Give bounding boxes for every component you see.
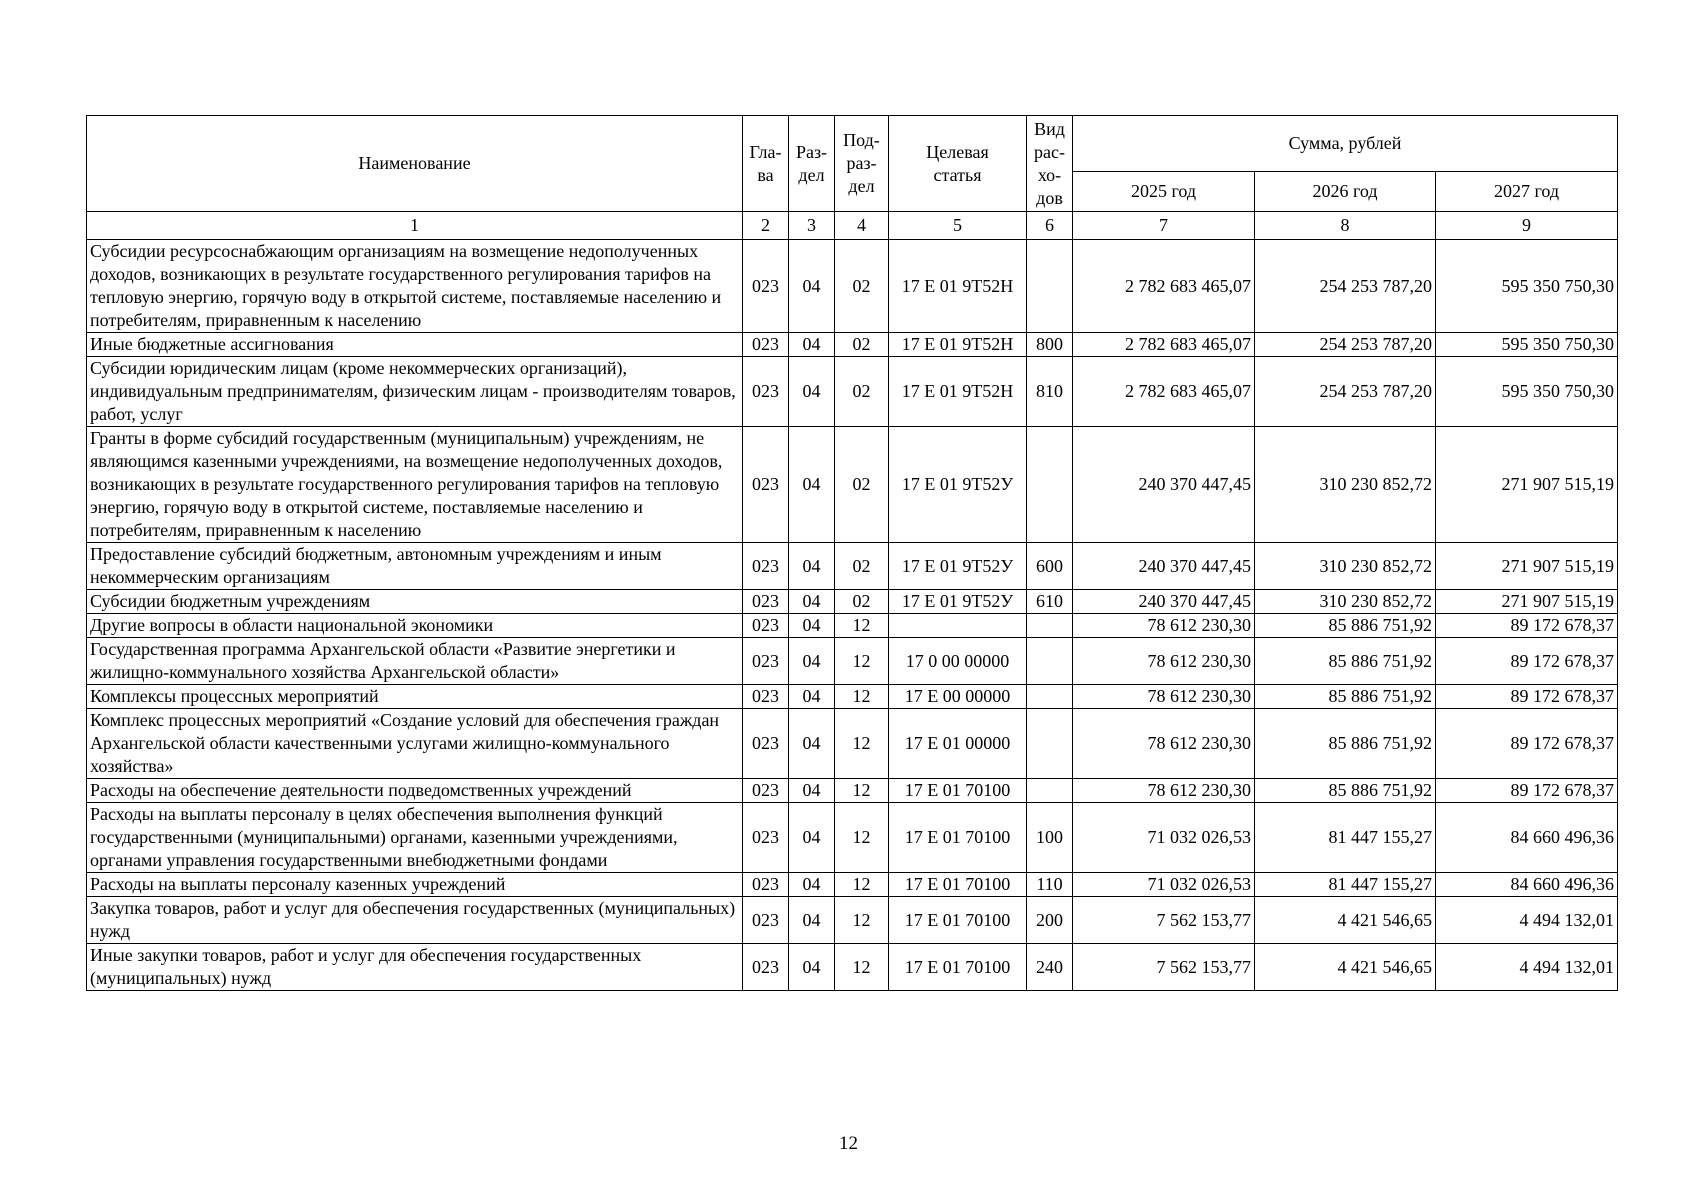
- row-target-article: 17 Е 01 70100: [889, 873, 1027, 897]
- row-amount-2026: 310 230 852,72: [1255, 543, 1436, 590]
- row-amount-2025: 240 370 447,45: [1073, 590, 1255, 614]
- row-amount-2027: 84 660 496,36: [1436, 803, 1618, 873]
- row-amount-2025: 2 782 683 465,07: [1073, 333, 1255, 357]
- row-glava: 023: [743, 614, 789, 638]
- row-glava: 023: [743, 357, 789, 427]
- header-glava: Гла- ва: [743, 116, 789, 212]
- table-body: [87, 240, 1618, 991]
- row-glava: 023: [743, 638, 789, 685]
- row-name: Субсидии ресурсоснабжающим организациям на возмещение недополученных доходов, возникающих в результате государственного регулирования тарифов на тепловую энергию, горячую воду в открытой системе, поставляемые населению и потребителям, приравненным к населению: [87, 240, 743, 333]
- table-row: [87, 357, 1618, 427]
- row-podrazdel: 02: [835, 590, 889, 614]
- row-amount-2025: 78 612 230,30: [1073, 614, 1255, 638]
- header-summa: Сумма, рублей: [1073, 116, 1618, 172]
- row-amount-2025: 7 562 153,77: [1073, 897, 1255, 944]
- column-number: 6: [1027, 212, 1073, 240]
- row-target-article: 17 Е 01 9Т52У: [889, 590, 1027, 614]
- column-number: 3: [789, 212, 835, 240]
- row-expense-type: 240: [1027, 944, 1073, 991]
- header-vid: Вид рас- хо- дов: [1027, 116, 1073, 212]
- row-amount-2026: 254 253 787,20: [1255, 240, 1436, 333]
- column-numbers-row: [87, 212, 1618, 240]
- table-row: [87, 333, 1618, 357]
- row-glava: 023: [743, 803, 789, 873]
- row-amount-2027: 595 350 750,30: [1436, 240, 1618, 333]
- row-glava: 023: [743, 240, 789, 333]
- row-target-article: 17 Е 01 9Т52У: [889, 543, 1027, 590]
- row-podrazdel: 02: [835, 333, 889, 357]
- row-name: Субсидии юридическим лицам (кроме некоммерческих организаций), индивидуальным предпринимателям, физическим лицам - производителям товаров, работ, услуг: [87, 357, 743, 427]
- row-amount-2025: 240 370 447,45: [1073, 427, 1255, 543]
- table-row: [87, 803, 1618, 873]
- header-razdel: Раз- дел: [789, 116, 835, 212]
- row-amount-2026: 254 253 787,20: [1255, 333, 1436, 357]
- row-razdel: 04: [789, 333, 835, 357]
- row-amount-2026: 81 447 155,27: [1255, 873, 1436, 897]
- row-target-article: 17 Е 01 9Т52Н: [889, 240, 1027, 333]
- row-target-article: 17 Е 00 00000: [889, 685, 1027, 709]
- row-amount-2027: 89 172 678,37: [1436, 638, 1618, 685]
- column-number: 7: [1073, 212, 1255, 240]
- row-podrazdel: 02: [835, 427, 889, 543]
- row-name: Комплекс процессных мероприятий «Создание условий для обеспечения граждан Архангельской области качественными услугами жилищно-коммунального хозяйства»: [87, 709, 743, 779]
- row-podrazdel: 12: [835, 779, 889, 803]
- row-podrazdel: 12: [835, 638, 889, 685]
- column-number: 4: [835, 212, 889, 240]
- row-expense-type: [1027, 614, 1073, 638]
- row-razdel: 04: [789, 897, 835, 944]
- row-podrazdel: 12: [835, 614, 889, 638]
- row-amount-2026: 4 421 546,65: [1255, 944, 1436, 991]
- row-podrazdel: 12: [835, 944, 889, 991]
- column-number: 5: [889, 212, 1027, 240]
- row-glava: 023: [743, 685, 789, 709]
- table-row: [87, 873, 1618, 897]
- row-target-article: 17 Е 01 9Т52У: [889, 427, 1027, 543]
- row-amount-2027: 595 350 750,30: [1436, 333, 1618, 357]
- row-glava: 023: [743, 709, 789, 779]
- row-target-article: 17 Е 01 70100: [889, 779, 1027, 803]
- row-podrazdel: 12: [835, 803, 889, 873]
- row-amount-2025: 78 612 230,30: [1073, 779, 1255, 803]
- row-name: Гранты в форме субсидий государственным (муниципальным) учреждениям, не являющимся казенными учреждениями, на возмещение недополученных доходов, возникающих в результате государственного регулирования тарифов на тепловую энергию, горячую воду в открытой системе, поставляемые населению и потребителям, приравненным к населению: [87, 427, 743, 543]
- header-podrazdel: Под- раз- дел: [835, 116, 889, 212]
- row-amount-2026: 85 886 751,92: [1255, 779, 1436, 803]
- row-target-article: 17 Е 01 00000: [889, 709, 1027, 779]
- row-razdel: 04: [789, 944, 835, 991]
- row-name: Предоставление субсидий бюджетным, автономным учреждениям и иным некоммерческим организациям: [87, 543, 743, 590]
- row-podrazdel: 02: [835, 543, 889, 590]
- table-row: [87, 709, 1618, 779]
- row-expense-type: [1027, 240, 1073, 333]
- row-amount-2026: 85 886 751,92: [1255, 709, 1436, 779]
- row-amount-2025: 7 562 153,77: [1073, 944, 1255, 991]
- row-name: Другие вопросы в области национальной экономики: [87, 614, 743, 638]
- table-row: [87, 240, 1618, 333]
- row-amount-2027: 4 494 132,01: [1436, 944, 1618, 991]
- header-celevaya: Целевая статья: [889, 116, 1027, 212]
- row-amount-2027: 89 172 678,37: [1436, 709, 1618, 779]
- row-amount-2027: 84 660 496,36: [1436, 873, 1618, 897]
- row-amount-2027: 4 494 132,01: [1436, 897, 1618, 944]
- row-podrazdel: 12: [835, 709, 889, 779]
- row-amount-2027: 271 907 515,19: [1436, 590, 1618, 614]
- row-razdel: 04: [789, 873, 835, 897]
- row-amount-2026: 310 230 852,72: [1255, 427, 1436, 543]
- header-year-2025: 2025 год: [1073, 172, 1255, 212]
- table-row: [87, 685, 1618, 709]
- column-number: 8: [1255, 212, 1436, 240]
- row-razdel: 04: [789, 779, 835, 803]
- column-number: 9: [1436, 212, 1618, 240]
- row-name: Расходы на выплаты персоналу в целях обеспечения выполнения функций государственными (муниципальными) органами, казенными учреждениями, органами управления государственными внебюджетными фондами: [87, 803, 743, 873]
- row-name: Комплексы процессных мероприятий: [87, 685, 743, 709]
- row-razdel: 04: [789, 803, 835, 873]
- row-expense-type: 110: [1027, 873, 1073, 897]
- row-amount-2027: 89 172 678,37: [1436, 779, 1618, 803]
- table-row: [87, 590, 1618, 614]
- row-name: Иные закупки товаров, работ и услуг для обеспечения государственных (муниципальных) нужд: [87, 944, 743, 991]
- row-podrazdel: 02: [835, 240, 889, 333]
- row-amount-2025: 78 612 230,30: [1073, 638, 1255, 685]
- budget-table: [86, 115, 1618, 991]
- header-year-2027: 2027 год: [1436, 172, 1618, 212]
- row-expense-type: [1027, 709, 1073, 779]
- row-amount-2025: 240 370 447,45: [1073, 543, 1255, 590]
- row-razdel: 04: [789, 240, 835, 333]
- row-amount-2025: 78 612 230,30: [1073, 709, 1255, 779]
- row-target-article: 17 Е 01 70100: [889, 944, 1027, 991]
- row-expense-type: [1027, 638, 1073, 685]
- row-amount-2026: 254 253 787,20: [1255, 357, 1436, 427]
- row-razdel: 04: [789, 427, 835, 543]
- table-row: [87, 779, 1618, 803]
- row-amount-2026: 4 421 546,65: [1255, 897, 1436, 944]
- row-expense-type: 100: [1027, 803, 1073, 873]
- row-podrazdel: 12: [835, 873, 889, 897]
- row-razdel: 04: [789, 543, 835, 590]
- row-amount-2026: 85 886 751,92: [1255, 638, 1436, 685]
- table-row: [87, 614, 1618, 638]
- row-amount-2027: 89 172 678,37: [1436, 614, 1618, 638]
- row-amount-2027: 89 172 678,37: [1436, 685, 1618, 709]
- row-razdel: 04: [789, 709, 835, 779]
- row-glava: 023: [743, 897, 789, 944]
- row-expense-type: 200: [1027, 897, 1073, 944]
- row-target-article: 17 Е 01 9Т52Н: [889, 333, 1027, 357]
- table-row: [87, 944, 1618, 991]
- table-row: [87, 638, 1618, 685]
- row-glava: 023: [743, 944, 789, 991]
- row-glava: 023: [743, 333, 789, 357]
- row-target-article: 17 0 00 00000: [889, 638, 1027, 685]
- row-name: Государственная программа Архангельской области «Развитие энергетики и жилищно-коммунального хозяйства Архангельской области»: [87, 638, 743, 685]
- row-amount-2026: 310 230 852,72: [1255, 590, 1436, 614]
- row-glava: 023: [743, 873, 789, 897]
- row-razdel: 04: [789, 638, 835, 685]
- row-expense-type: 610: [1027, 590, 1073, 614]
- row-razdel: 04: [789, 357, 835, 427]
- row-glava: 023: [743, 779, 789, 803]
- row-amount-2027: 595 350 750,30: [1436, 357, 1618, 427]
- row-glava: 023: [743, 590, 789, 614]
- column-number: 1: [87, 212, 743, 240]
- row-glava: 023: [743, 427, 789, 543]
- table-row: [87, 897, 1618, 944]
- row-expense-type: 810: [1027, 357, 1073, 427]
- row-razdel: 04: [789, 685, 835, 709]
- row-podrazdel: 02: [835, 357, 889, 427]
- row-target-article: [889, 614, 1027, 638]
- row-expense-type: 800: [1027, 333, 1073, 357]
- row-expense-type: [1027, 685, 1073, 709]
- row-amount-2025: 2 782 683 465,07: [1073, 240, 1255, 333]
- row-podrazdel: 12: [835, 685, 889, 709]
- row-name: Закупка товаров, работ и услуг для обеспечения государственных (муниципальных) нужд: [87, 897, 743, 944]
- row-name: Субсидии бюджетным учреждениям: [87, 590, 743, 614]
- table-row: [87, 543, 1618, 590]
- row-amount-2027: 271 907 515,19: [1436, 427, 1618, 543]
- header-name: Наименование: [87, 116, 743, 212]
- row-amount-2026: 81 447 155,27: [1255, 803, 1436, 873]
- row-amount-2025: 2 782 683 465,07: [1073, 357, 1255, 427]
- row-amount-2027: 271 907 515,19: [1436, 543, 1618, 590]
- column-number: 2: [743, 212, 789, 240]
- header-year-2026: 2026 год: [1255, 172, 1436, 212]
- row-expense-type: 600: [1027, 543, 1073, 590]
- row-target-article: 17 Е 01 9Т52Н: [889, 357, 1027, 427]
- row-razdel: 04: [789, 590, 835, 614]
- row-expense-type: [1027, 427, 1073, 543]
- row-target-article: 17 Е 01 70100: [889, 803, 1027, 873]
- row-glava: 023: [743, 543, 789, 590]
- row-name: Иные бюджетные ассигнования: [87, 333, 743, 357]
- page-number: 12: [839, 1133, 858, 1154]
- row-amount-2025: 78 612 230,30: [1073, 685, 1255, 709]
- row-podrazdel: 12: [835, 897, 889, 944]
- row-amount-2025: 71 032 026,53: [1073, 873, 1255, 897]
- row-expense-type: [1027, 779, 1073, 803]
- row-name: Расходы на обеспечение деятельности подведомственных учреждений: [87, 779, 743, 803]
- row-amount-2026: 85 886 751,92: [1255, 614, 1436, 638]
- row-razdel: 04: [789, 614, 835, 638]
- row-name: Расходы на выплаты персоналу казенных учреждений: [87, 873, 743, 897]
- table-row: [87, 427, 1618, 543]
- row-amount-2026: 85 886 751,92: [1255, 685, 1436, 709]
- row-amount-2025: 71 032 026,53: [1073, 803, 1255, 873]
- row-target-article: 17 Е 01 70100: [889, 897, 1027, 944]
